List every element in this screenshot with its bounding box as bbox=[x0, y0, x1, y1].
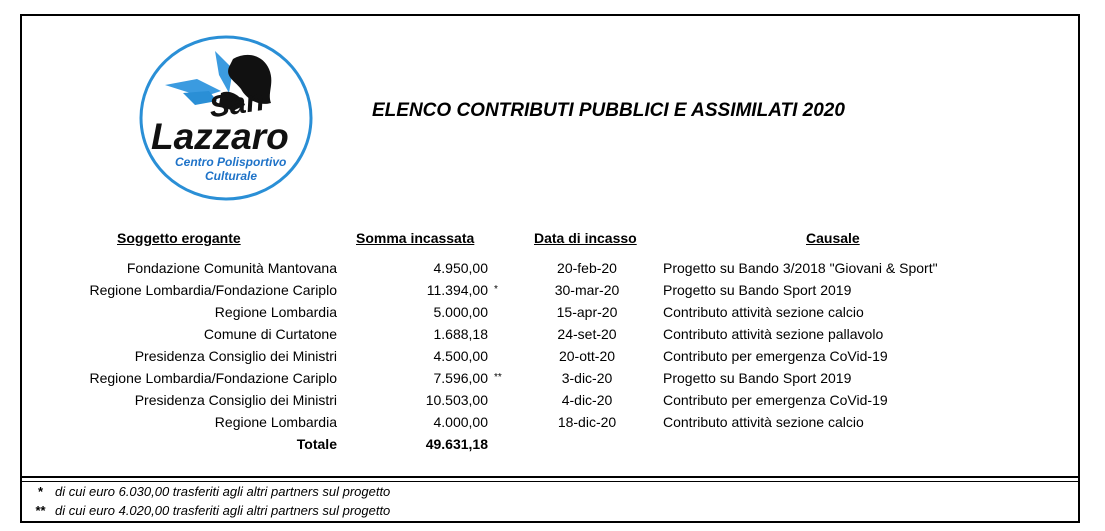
total-row bbox=[0, 436, 1105, 458]
san-lazzaro-logo bbox=[137, 33, 315, 203]
table-row bbox=[0, 348, 1105, 370]
cell-causale: Progetto su Bando Sport 2019 bbox=[663, 370, 852, 386]
cell-data: 24-set-20 bbox=[557, 326, 617, 342]
cell-causale: Contributo attività sezione pallavolo bbox=[663, 326, 884, 342]
logo-line2: Culturale bbox=[205, 169, 258, 183]
footnote-mark: ** bbox=[35, 503, 46, 518]
cell-somma: 4.950,00 bbox=[433, 260, 488, 276]
cell-data: 20-feb-20 bbox=[557, 260, 617, 276]
logo-name-top: San bbox=[207, 83, 267, 125]
cell-soggetto: Regione Lombardia bbox=[214, 304, 337, 320]
cell-data: 4-dic-20 bbox=[561, 392, 613, 408]
table-row bbox=[0, 282, 1105, 304]
cell-data: 15-apr-20 bbox=[556, 304, 618, 320]
cell-somma: 7.596,00 bbox=[433, 370, 488, 386]
notes-divider bbox=[20, 476, 1080, 478]
logo-line1: Centro Polisportivo bbox=[175, 155, 287, 169]
footnote-mark: * bbox=[37, 484, 44, 499]
cell-soggetto: Presidenza Consiglio dei Ministri bbox=[134, 348, 337, 364]
cell-data: 20-ott-20 bbox=[558, 348, 616, 364]
total-label: Totale bbox=[296, 436, 337, 452]
header-soggetto: Soggetto erogante bbox=[117, 230, 241, 246]
cell-somma: 1.688,18 bbox=[433, 326, 488, 342]
cell-causale: Contributo per emergenza CoVid-19 bbox=[663, 348, 888, 364]
cell-somma: 4.000,00 bbox=[433, 414, 488, 430]
cell-soggetto: Regione Lombardia/Fondazione Cariplo bbox=[89, 282, 337, 298]
cell-data: 30-mar-20 bbox=[554, 282, 620, 298]
document-title: ELENCO CONTRIBUTI PUBBLICI E ASSIMILATI 2020 bbox=[372, 100, 845, 121]
cell-soggetto: Regione Lombardia bbox=[214, 414, 337, 430]
cell-causale: Contributo attività sezione calcio bbox=[663, 414, 864, 430]
cell-soggetto: Comune di Curtatone bbox=[203, 326, 337, 342]
cell-causale: Progetto su Bando Sport 2019 bbox=[663, 282, 852, 298]
cell-soggetto: Fondazione Comunità Mantovana bbox=[126, 260, 337, 276]
cell-somma: 5.000,00 bbox=[433, 304, 488, 320]
logo-name-bottom: Lazzaro bbox=[151, 116, 289, 157]
table-row bbox=[0, 326, 1105, 348]
header-data: Data di incasso bbox=[534, 230, 637, 246]
notes-divider-inner bbox=[20, 481, 1080, 482]
footnote-2 bbox=[31, 503, 390, 518]
cell-causale: Contributo attività sezione calcio bbox=[663, 304, 864, 320]
table-row bbox=[0, 370, 1105, 392]
table-row bbox=[0, 260, 1105, 282]
cell-somma: 10.503,00 bbox=[425, 392, 488, 408]
table-row bbox=[0, 304, 1105, 326]
footnote-1 bbox=[31, 484, 390, 499]
footnote-text: di cui euro 4.020,00 trasferiti agli altri partners sul progetto bbox=[55, 503, 391, 518]
cell-mark: * bbox=[494, 284, 498, 295]
cell-soggetto: Regione Lombardia/Fondazione Cariplo bbox=[89, 370, 337, 386]
cell-soggetto: Presidenza Consiglio dei Ministri bbox=[134, 392, 337, 408]
cell-mark: ** bbox=[494, 372, 502, 383]
cell-data: 3-dic-20 bbox=[561, 370, 613, 386]
cell-causale: Progetto su Bando 3/2018 "Giovani & Sport" bbox=[663, 260, 938, 276]
cell-somma: 4.500,00 bbox=[433, 348, 488, 364]
table-row bbox=[0, 392, 1105, 414]
table-row bbox=[0, 414, 1105, 436]
cell-causale: Contributo per emergenza CoVid-19 bbox=[663, 392, 888, 408]
header-somma: Somma incassata bbox=[356, 230, 475, 246]
total-value: 49.631,18 bbox=[425, 436, 488, 452]
footnote-text: di cui euro 6.030,00 trasferiti agli altri partners sul progetto bbox=[55, 484, 391, 499]
header-causale: Causale bbox=[806, 230, 860, 246]
cell-data: 18-dic-20 bbox=[557, 414, 617, 430]
cell-somma: 11.394,00 bbox=[426, 282, 488, 298]
